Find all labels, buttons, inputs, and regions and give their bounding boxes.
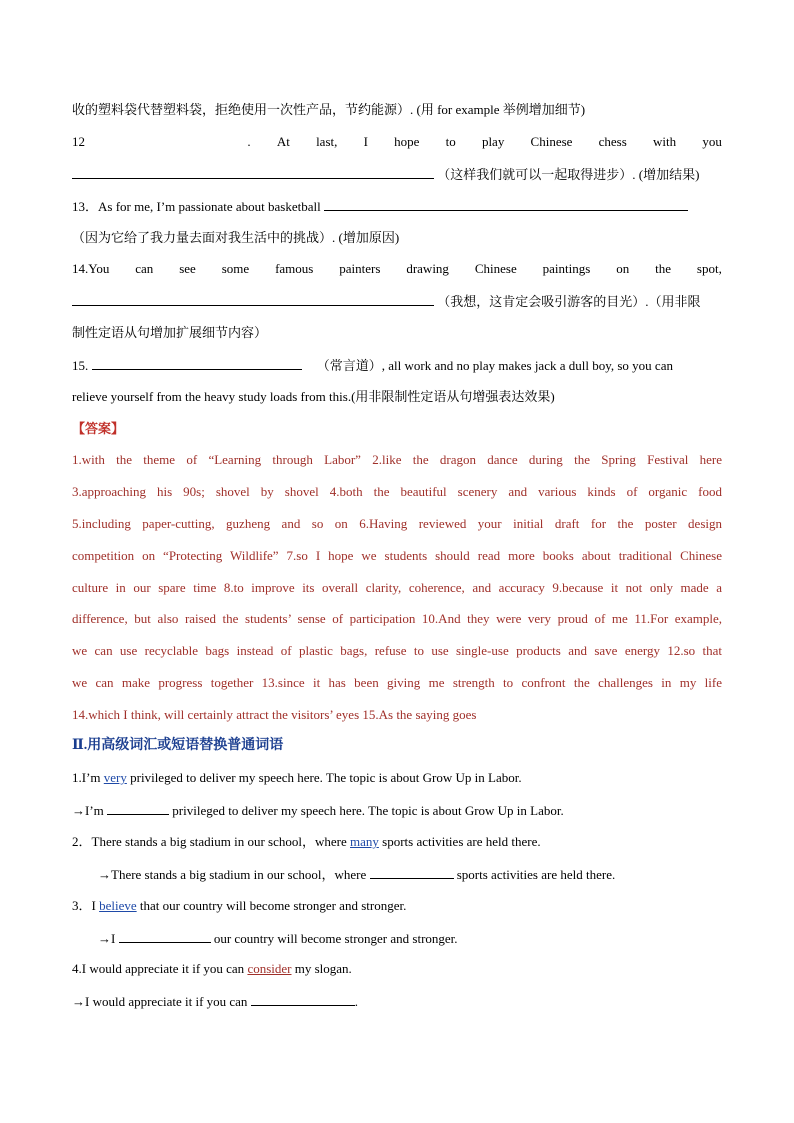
- q14-word: famous: [275, 261, 314, 276]
- answer-line: 1.with the theme of “Learning through Labor” 2.like the dragon dance during the Spring Festival here: [72, 452, 722, 467]
- q15-line2: relieve yourself from the heavy study loads from this.(用非限制性定语从句增强表达效果): [72, 389, 555, 404]
- q12-word: At: [276, 134, 290, 149]
- item-text: 1.I’m: [72, 770, 104, 785]
- item-text: →I’m: [72, 803, 108, 818]
- q14-word: drawing: [406, 261, 449, 276]
- target-word: believe: [99, 898, 137, 913]
- q12-hint: （这样我们就可以一起取得进步）. (增加结果): [437, 167, 700, 182]
- q14-word: 14.You: [72, 261, 110, 276]
- target-word: very: [103, 770, 127, 785]
- item-text: 3．I: [72, 898, 100, 913]
- q12-number: 12: [72, 134, 85, 149]
- q12-word: Chinese: [530, 134, 573, 149]
- answer-line: culture in our spare time 8.to improve its overall clarity, coherence, and accuracy 9.because it not only made a: [72, 580, 722, 595]
- answer-blank[interactable]: [107, 802, 169, 815]
- q13-text: 13．As for me, I’m passionate about basketball: [72, 199, 321, 214]
- q13-line: [72, 198, 722, 215]
- answer-line: we can make progress together 13.since it has been giving me strength to confront the challenges in my life: [72, 675, 722, 690]
- q12-word: I: [363, 134, 368, 149]
- answer-line: we can use recyclable bags instead of plastic bags, refuse to use single-use products and save energy 12.so that: [72, 643, 722, 658]
- answer-blank[interactable]: [119, 930, 211, 943]
- q11-continuation: 收的塑料袋代替塑料袋，拒绝使用一次性产品，节约能源）. (用 for example 举例增加细节): [72, 102, 586, 117]
- item-text: privileged to deliver my speech here. The topic is about Grow Up in Labor.: [126, 770, 522, 785]
- q12-word: you: [702, 134, 722, 149]
- section-heading: Ⅱ.用高级词汇或短语替换普通词语: [72, 738, 284, 753]
- answer-line: 3.approaching his 90s; shovel by shovel 4.both the beautiful scenery and various kinds of organic food: [72, 484, 722, 499]
- item-text: 4.I would appreciate it if you can: [72, 961, 248, 976]
- answer-label: 【答案】: [72, 421, 125, 436]
- q12-line: [72, 134, 722, 150]
- item-3-rewrite: [98, 930, 722, 947]
- item-text: .: [354, 994, 358, 1009]
- answer-blank[interactable]: [251, 993, 355, 1006]
- item-text: sports activities are held there.: [453, 867, 616, 882]
- q12-word: chess: [598, 134, 627, 149]
- answer-blank[interactable]: [370, 866, 454, 879]
- target-word: many: [350, 834, 379, 849]
- q14-word: Chinese: [474, 261, 517, 276]
- item-2-original: [72, 834, 722, 850]
- q14-hint: （我想，这肯定会吸引游客的目光）.（用非限: [437, 294, 701, 309]
- q15-number: 15.: [72, 358, 89, 373]
- q14-word: painters: [339, 261, 381, 276]
- answer-line: 14.which I think, will certainly attract the visitors’ eyes 15.As the saying goes: [72, 707, 477, 722]
- q14-word: the: [655, 261, 672, 276]
- answer-blank[interactable]: [72, 166, 434, 179]
- answer-blank[interactable]: [324, 198, 688, 211]
- q14-line2: [72, 293, 722, 310]
- item-3-original: [72, 898, 722, 914]
- item-text: →I would appreciate it if you can: [72, 994, 251, 1009]
- answer-blank[interactable]: [92, 357, 302, 370]
- item-4-original: [72, 961, 722, 977]
- item-text: →I: [98, 931, 119, 946]
- q12-line2: [72, 166, 722, 183]
- q15-rest: （常言道）, all work and no play makes jack a dull boy, so you can: [316, 358, 673, 373]
- item-text: my slogan.: [291, 961, 352, 976]
- q12-word: to: [445, 134, 456, 149]
- item-text: our country will become stronger and stronger.: [210, 931, 458, 946]
- q14-word: see: [179, 261, 196, 276]
- answer-blank[interactable]: [72, 293, 434, 306]
- item-text: that our country will become stronger and stronger.: [136, 898, 407, 913]
- q14-line: [72, 261, 722, 277]
- q14-word: some: [221, 261, 250, 276]
- answer-line: 5.including paper-cutting, guzheng and so on 6.Having reviewed your initial draft for the poster design: [72, 516, 722, 531]
- item-text: privileged to deliver my speech here. The topic is about Grow Up in Labor.: [169, 803, 564, 818]
- q14-word: on: [616, 261, 630, 276]
- q13-hint: （因为它给了我力量去面对我生活中的挑战）. (增加原因): [72, 230, 400, 245]
- q12-dot: .: [247, 134, 251, 149]
- q15-line: [72, 357, 722, 374]
- answer-line: competition on “Protecting Wildlife” 7.so I hope we students should read more books about traditional Chinese: [72, 548, 722, 563]
- q12-word: play: [481, 134, 505, 149]
- q14-word: spot,: [696, 261, 722, 276]
- q14-word: can: [135, 261, 154, 276]
- item-text: sports activities are held there.: [378, 834, 541, 849]
- q14-word: paintings: [542, 261, 591, 276]
- item-2-rewrite: [98, 866, 722, 883]
- item-4-rewrite: [72, 993, 722, 1010]
- item-text: →There stands a big stadium in our school，where: [98, 867, 370, 882]
- item-text: 2．There stands a big stadium in our school，where: [72, 834, 350, 849]
- item-1-rewrite: [72, 802, 722, 819]
- item-1-original: [72, 770, 722, 786]
- answer-line: difference, but also raised the students’ sense of participation 10.And they were very proud of me 11.For example,: [72, 611, 722, 626]
- q12-word: with: [653, 134, 677, 149]
- q12-word: last,: [316, 134, 338, 149]
- q14-hint2: 制性定语从句增加扩展细节内容）: [72, 325, 268, 340]
- target-word: consider: [247, 961, 292, 976]
- q12-word: hope: [394, 134, 420, 149]
- q12-gap: [111, 134, 221, 150]
